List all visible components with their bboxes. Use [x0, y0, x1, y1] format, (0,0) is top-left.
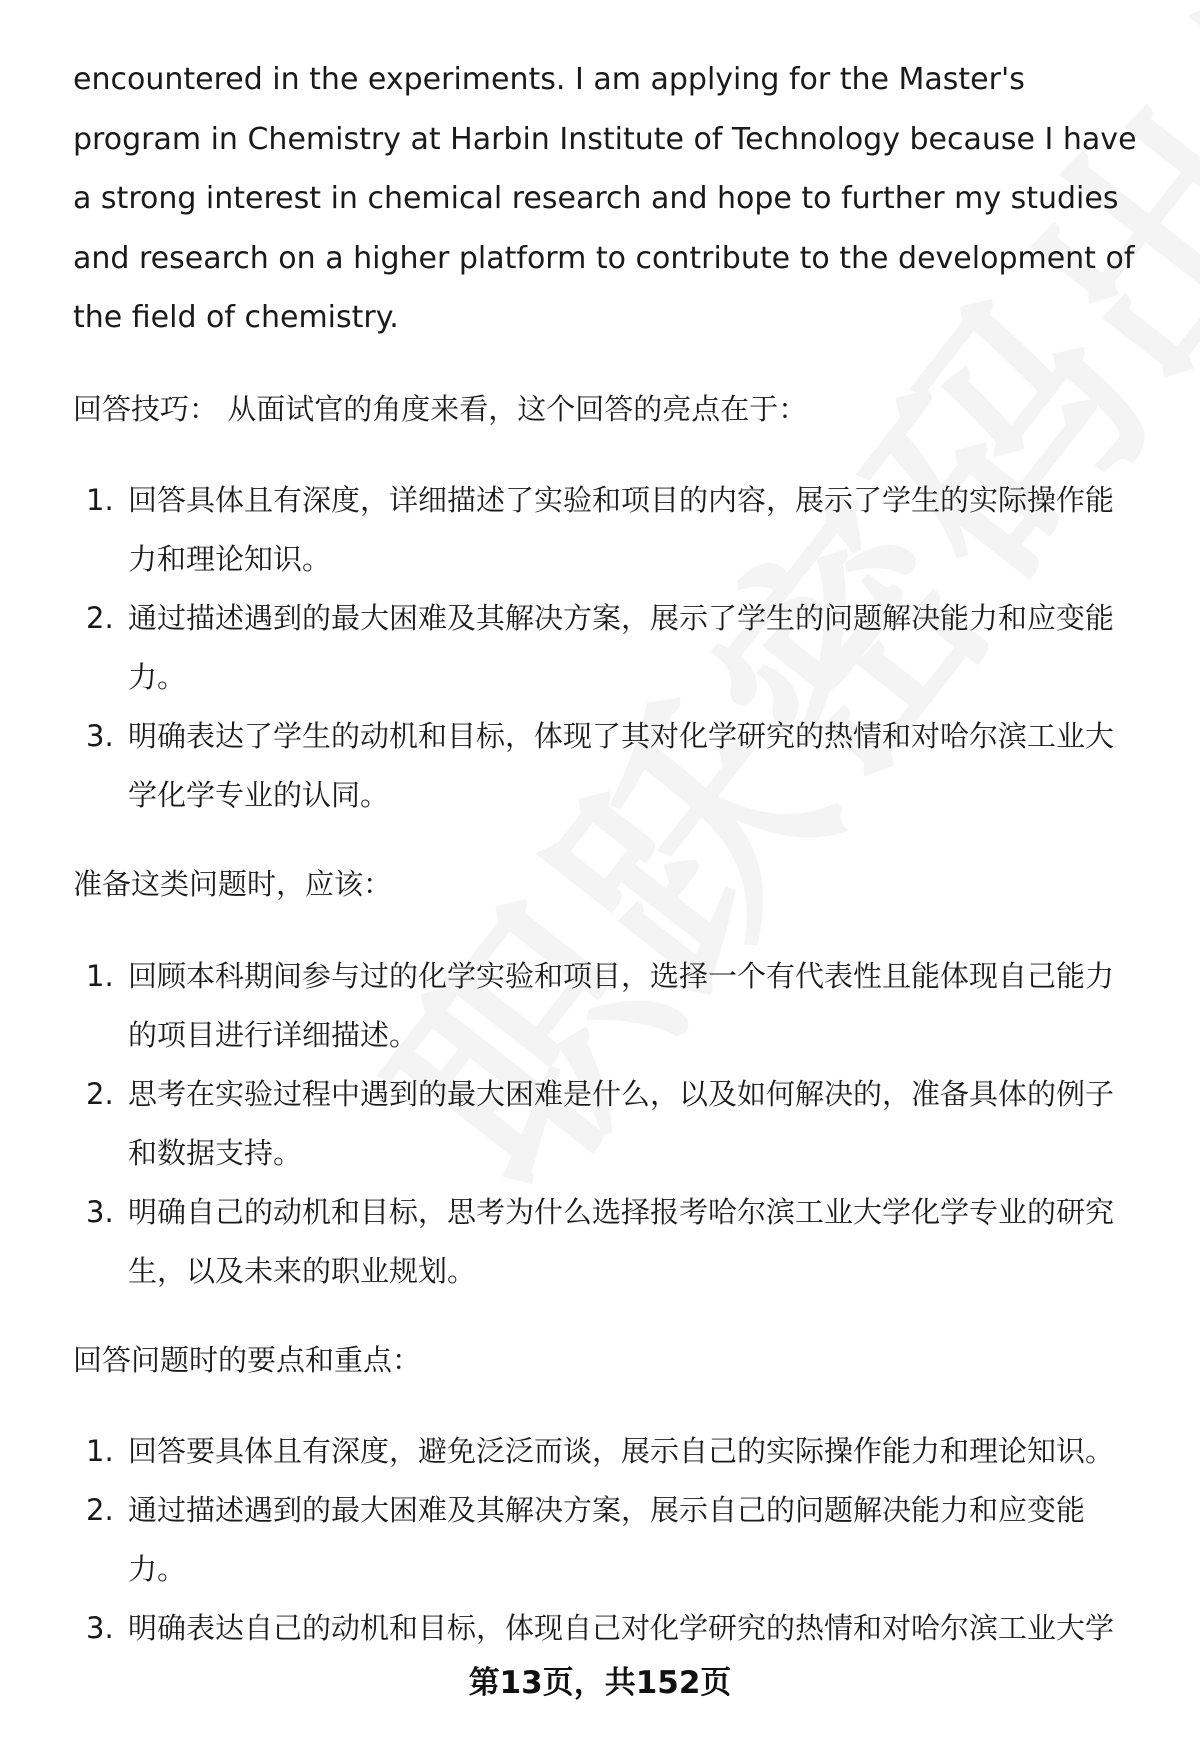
- list-item: [0, 1599, 1200, 1658]
- list-item-text: 回答要具体且有深度，避免泛泛而谈，展示自己的实际操作能力和理论知识。: [128, 1434, 1115, 1468]
- list-item: [0, 1481, 1200, 1599]
- list-number: 1.: [86, 959, 114, 993]
- list-item: [0, 589, 1200, 707]
- list-item-text: 通过描述遇到的最大困难及其解决方案，展示了学生的问题解决能力和应变能力。: [128, 601, 1115, 694]
- page-number-footer: 第13页，共152页: [468, 1665, 732, 1701]
- list-number: 3.: [86, 1611, 114, 1645]
- section-heading-prepare: 准备这类问题时，应该：: [73, 867, 393, 901]
- keypoints-list: [0, 1422, 1200, 1658]
- list-item: [0, 471, 1200, 589]
- list-item-text: 明确表达了学生的动机和目标，体现了其对化学研究的热情和对哈尔滨工业大学化学专业的认同。: [128, 719, 1115, 812]
- list-number: 3.: [86, 1195, 114, 1229]
- list-number: 2.: [86, 1077, 114, 1111]
- prepare-list: [0, 947, 1200, 1301]
- tips-list: [0, 471, 1200, 825]
- section-heading-tips: 回答技巧： 从面试官的角度来看，这个回答的亮点在于：: [73, 392, 808, 426]
- list-item: [0, 1183, 1200, 1301]
- list-item: [0, 1065, 1200, 1183]
- list-item-text: 明确表达自己的动机和目标，体现自己对化学研究的热情和对哈尔滨工业大学: [128, 1611, 1115, 1645]
- list-item-text: 明确自己的动机和目标，思考为什么选择报考哈尔滨工业大学化学专业的研究生，以及未来的职业规划。: [128, 1195, 1115, 1288]
- list-item-text: 思考在实验过程中遇到的最大困难是什么，以及如何解决的，准备具体的例子和数据支持。: [128, 1077, 1115, 1170]
- list-item-text: 通过描述遇到的最大困难及其解决方案，展示自己的问题解决能力和应变能力。: [128, 1493, 1086, 1586]
- section-heading-keypoints: 回答问题时的要点和重点：: [73, 1343, 422, 1377]
- list-item: [0, 947, 1200, 1065]
- intro-paragraph: encountered in the experiments. I am applying for the Master's program in Chemistry at Harbin Institute of Technology because I have a strong interest in chemical research and hope to further my studies and research on a higher platform to contribute to the development of the field of chemistry.: [73, 62, 1137, 335]
- list-number: 2.: [86, 1493, 114, 1527]
- list-number: 3.: [86, 719, 114, 753]
- list-item: [0, 1422, 1200, 1481]
- list-item-text: 回顾本科期间参与过的化学实验和项目，选择一个有代表性且能体现自己能力的项目进行详细描述。: [128, 959, 1115, 1052]
- list-item-text: 回答具体且有深度，详细描述了实验和项目的内容，展示了学生的实际操作能力和理论知识。: [128, 483, 1115, 576]
- list-item: [0, 707, 1200, 825]
- list-number: 1.: [86, 483, 114, 517]
- list-number: 1.: [86, 1434, 114, 1468]
- list-number: 2.: [86, 601, 114, 635]
